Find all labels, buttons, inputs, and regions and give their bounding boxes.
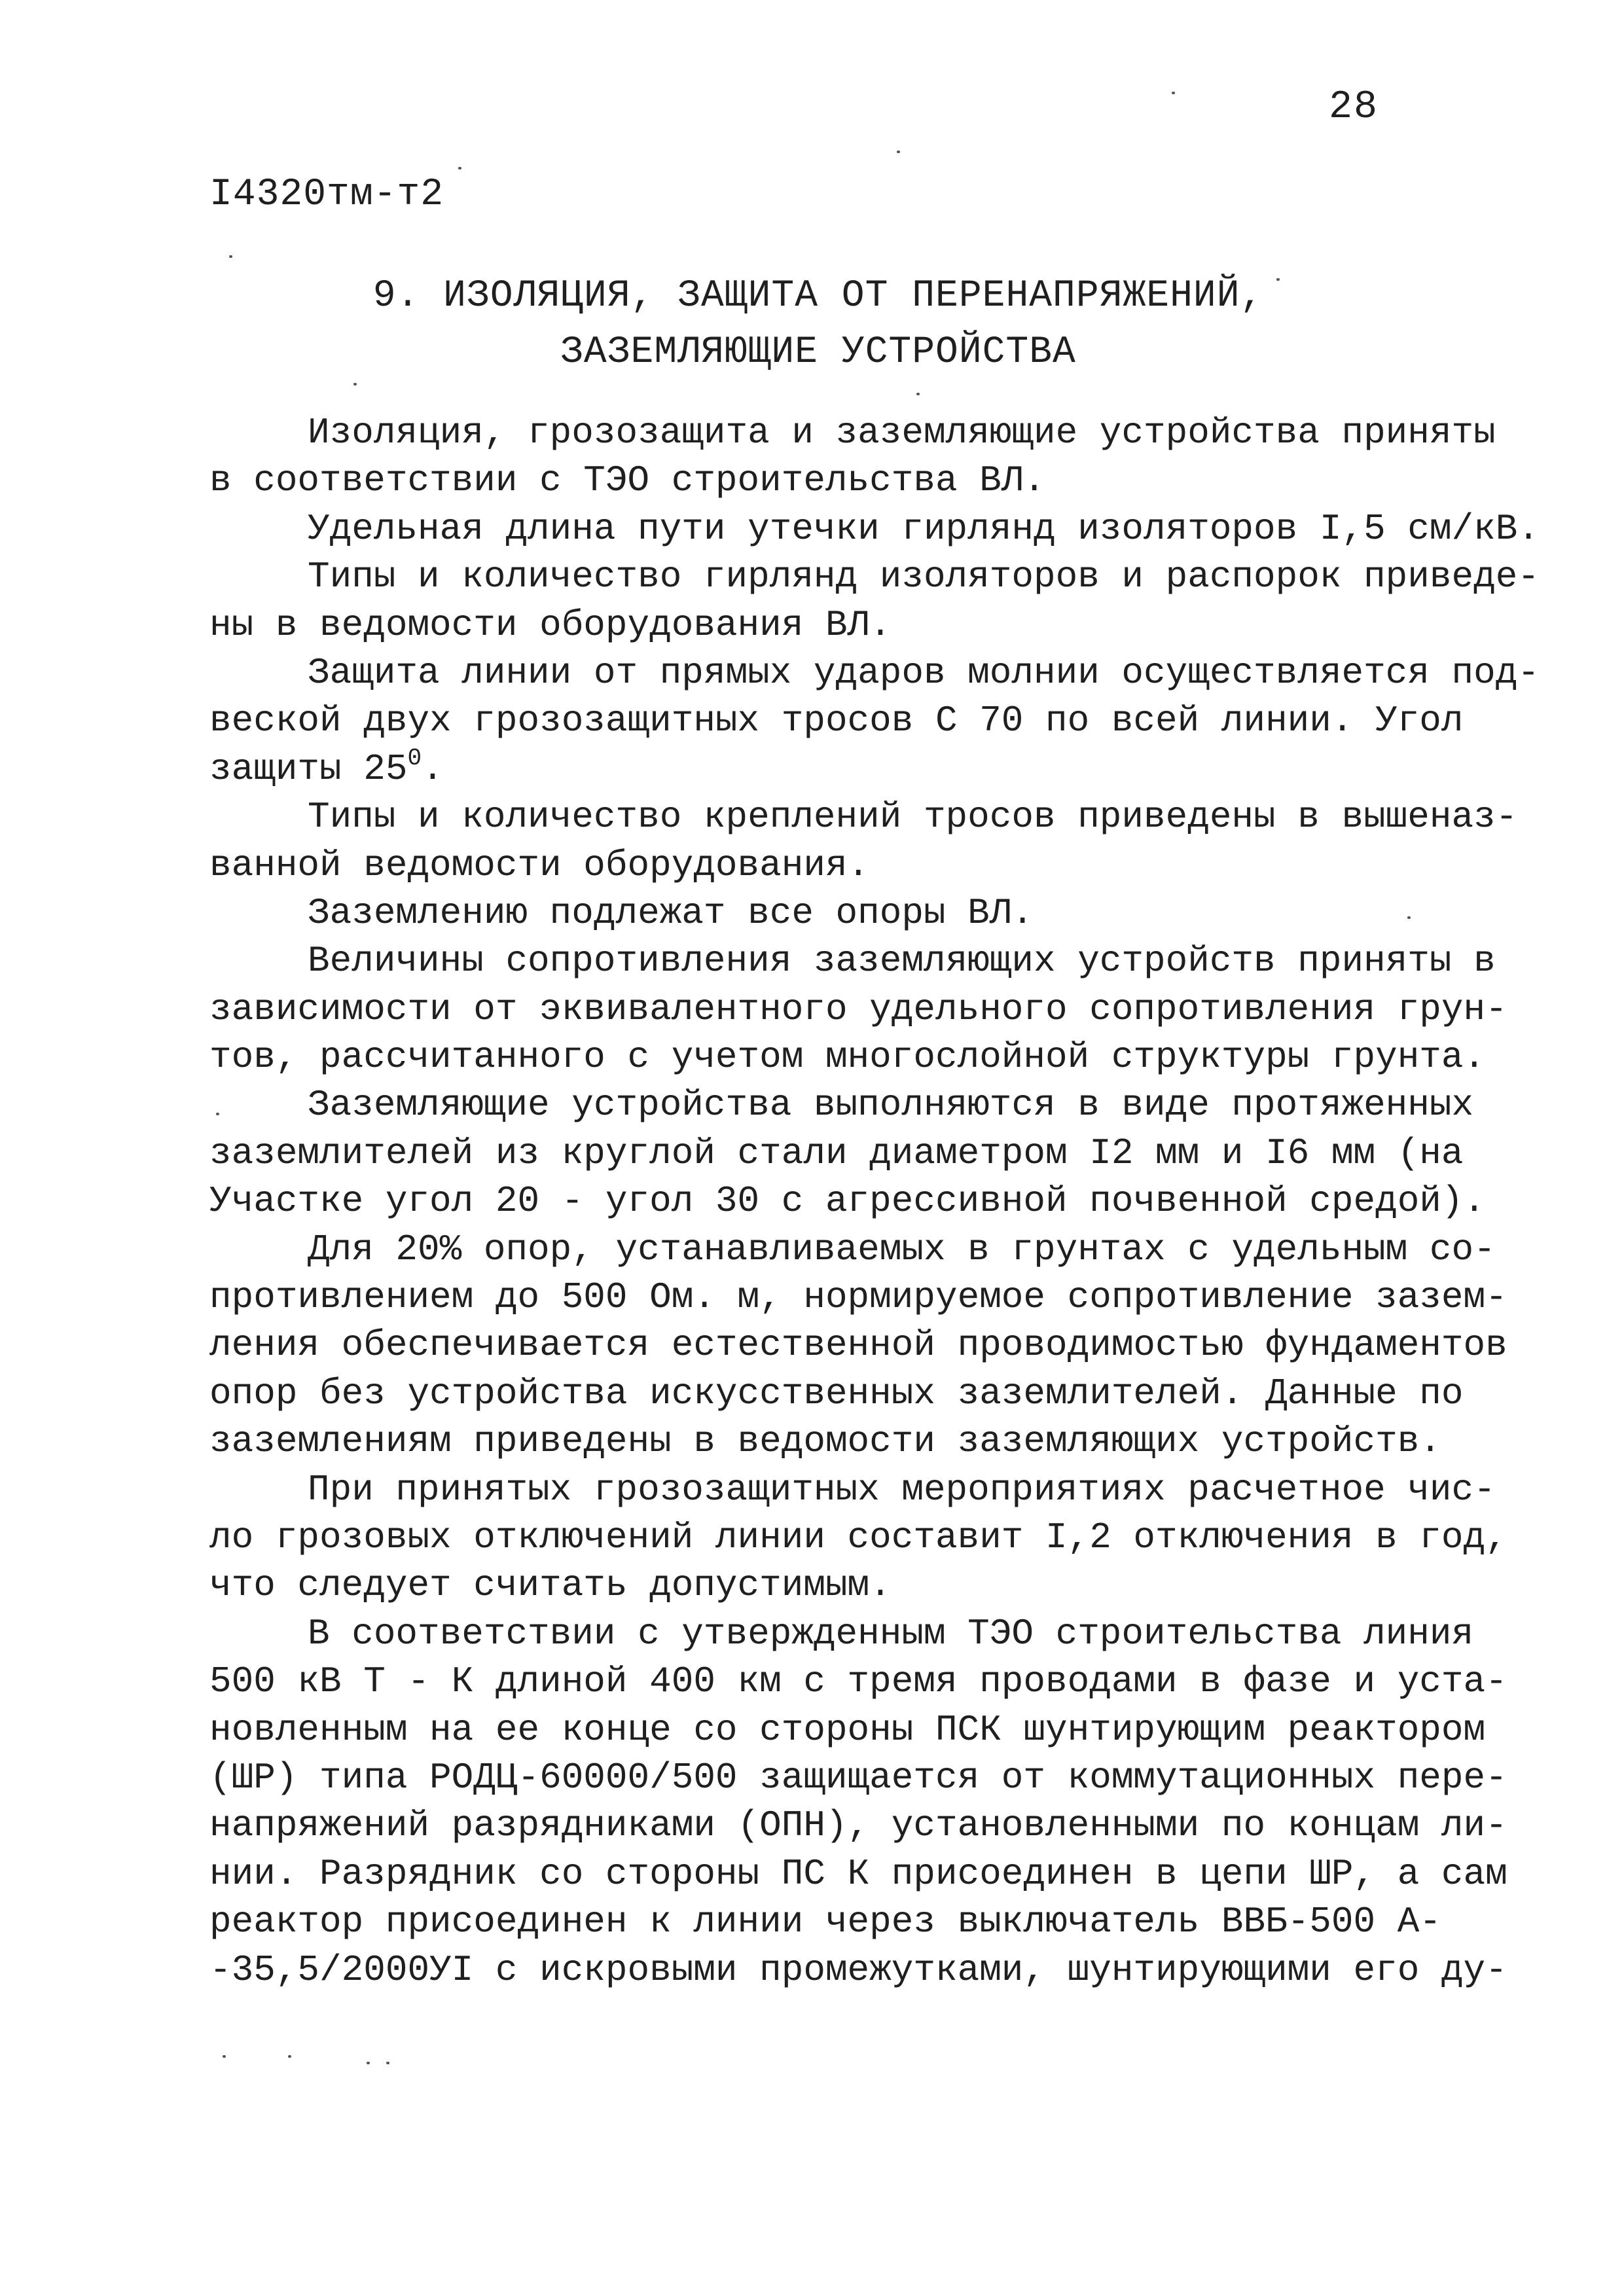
scan-speck	[458, 167, 461, 170]
text-line: реактор присоединен к линии через выключатель ВВБ-500 А-	[209, 1901, 1441, 1943]
text-line: противлением до 500 Ом. м, нормируемое сопротивление зазем-	[209, 1276, 1507, 1319]
scan-speck	[1172, 92, 1175, 94]
text-line: Для 20% опор, устанавливаемых в грунтах с удельным со-	[308, 1228, 1496, 1270]
page-number: 28	[1329, 85, 1379, 130]
text-line: опор без устройства искусственных заземлителей. Данные по	[209, 1372, 1464, 1414]
section-title-line-1: 9. ИЗОЛЯЦИЯ, ЗАЩИТА ОТ ПЕРЕНАПРЯЖЕНИЙ,	[372, 275, 1264, 317]
text-line: зависимости от эквивалентного удельного сопротивления грун-	[209, 988, 1507, 1030]
text-line: При принятых грозозащитных мероприятиях расчетное чис-	[308, 1468, 1496, 1511]
scan-speck	[1407, 916, 1411, 919]
text-line: ления обеспечивается естественной проводимостью фундаментов	[209, 1324, 1507, 1367]
text-line: Участке угол 20 - угол 30 с агрессивной почвенной средой).	[209, 1180, 1486, 1223]
text-line: напряжений разрядниками (ОПН), установленными по концам ли-	[209, 1804, 1507, 1847]
text-line: (ШР) типа РОДЦ-60000/500 защищается от коммутационных пере-	[209, 1756, 1507, 1799]
scan-speck	[216, 1113, 219, 1115]
text-line: ванной ведомости оборудования.	[209, 844, 870, 886]
scan-speck	[386, 2062, 389, 2064]
text-line: ны в ведомости оборудования ВЛ.	[209, 603, 892, 646]
text-line: заземлениям приведены в ведомости заземляющих устройств.	[209, 1420, 1441, 1463]
protection-angle-end: .	[422, 747, 444, 790]
text-line: веской двух грозозащитных тросов С 70 по всей линии. Угол	[209, 700, 1464, 742]
text-line: новленным на ее конце со стороны ПСК шунтирующим реактором	[209, 1708, 1486, 1751]
text-line: Заземляющие устройства выполняются в виде протяженных	[308, 1084, 1474, 1126]
text-line: что следует считать допустимым.	[209, 1564, 892, 1607]
text-line: Типы и количество гирлянд изоляторов и распорок приведе-	[308, 556, 1540, 598]
scan-speck	[916, 393, 920, 395]
text-line: Изоляция, грозозащита и заземляющие устройства приняты	[308, 412, 1496, 454]
text-line: Удельная длина пути утечки гирлянд изоляторов I,5 см/кВ.	[308, 507, 1540, 550]
scan-speck	[223, 2055, 226, 2058]
text-line: нии. Разрядник со стороны ПС К присоединен в цепи ШР, а сам	[209, 1852, 1507, 1895]
text-line: Защита линии от прямых ударов молнии осуществляется под-	[308, 651, 1540, 694]
scan-speck	[353, 383, 357, 386]
scan-speck	[288, 2055, 291, 2058]
text-line: Величины сопротивления заземляющих устройств приняты в	[308, 940, 1496, 982]
protection-angle-text: защиты 25	[209, 747, 408, 790]
text-line-protection-angle	[209, 745, 1453, 793]
degree-sign: 0	[407, 744, 422, 772]
scan-speck	[897, 151, 900, 153]
document-body	[209, 409, 1540, 1994]
text-line: тов, рассчитанного с учетом многослойной структуры грунта.	[209, 1036, 1486, 1079]
section-title	[196, 268, 1440, 381]
section-title-line-2: ЗАЗЕМЛЯЮЩИЕ УСТРОЙСТВА	[560, 331, 1076, 374]
text-line: в соответствии с ТЭО строительства ВЛ.	[209, 459, 1046, 502]
scan-speck	[1276, 278, 1280, 281]
text-line: ло грозовых отключений линии составит I,2 отключения в год,	[209, 1516, 1507, 1558]
text-line: В соответствии с утвержденным ТЭО строительства линия	[308, 1612, 1474, 1655]
scan-speck	[229, 255, 232, 258]
text-line: заземлителей из круглой стали диаметром I2 мм и I6 мм (на	[209, 1132, 1464, 1174]
text-line: 500 кВ Т - К длиной 400 км с тремя проводами в фазе и уста-	[209, 1660, 1507, 1703]
text-line: Заземлению подлежат все опоры ВЛ.	[308, 891, 1034, 934]
text-line: Типы и количество креплений тросов приведены в вышеназ-	[308, 796, 1518, 838]
text-line: -35,5/2000УI с искровыми промежутками, шунтирующими его ду-	[209, 1948, 1507, 1991]
scan-speck	[367, 2062, 370, 2064]
document-code: I4320тм-т2	[209, 173, 444, 216]
